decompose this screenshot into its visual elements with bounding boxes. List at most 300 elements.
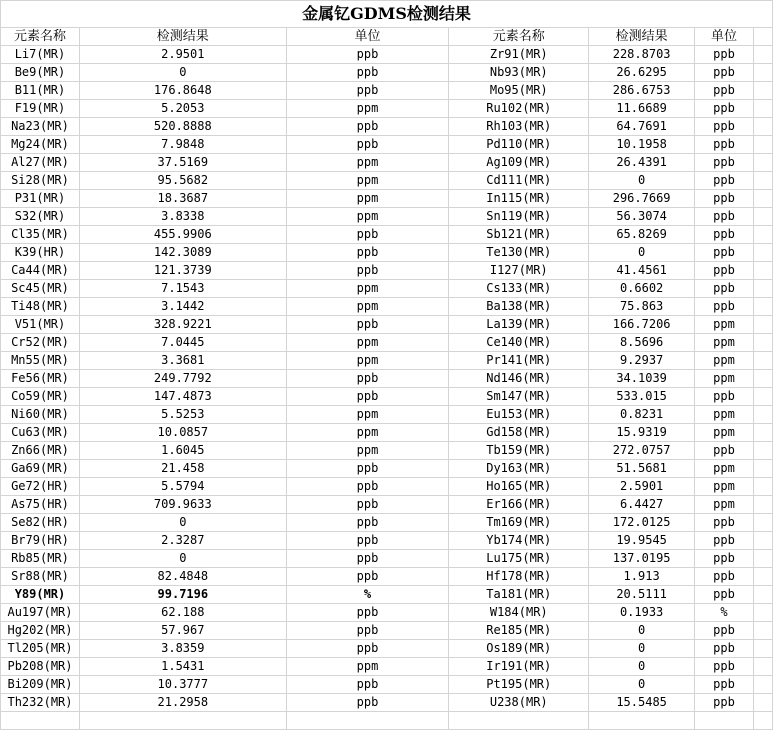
- empty-cell: [753, 658, 772, 676]
- cell-unit-right: ppb: [695, 226, 754, 244]
- cell-unit-left: ppb: [286, 604, 449, 622]
- cell-element-right: Tm169(MR): [449, 514, 589, 532]
- cell-element-right: Pr141(MR): [449, 352, 589, 370]
- cell-result-left: 57.967: [79, 622, 286, 640]
- cell-unit-right: %: [695, 604, 754, 622]
- cell-element-right: Mo95(MR): [449, 82, 589, 100]
- cell-element-left: Ti48(MR): [1, 298, 80, 316]
- cell-element-right: Ba138(MR): [449, 298, 589, 316]
- cell-element-left: P31(MR): [1, 190, 80, 208]
- empty-cell: [753, 514, 772, 532]
- cell-unit-left: ppb: [286, 118, 449, 136]
- empty-cell: [753, 172, 772, 190]
- cell-result-left: 249.7792: [79, 370, 286, 388]
- table-row: [1, 640, 773, 658]
- cell-element-left: Al27(MR): [1, 154, 80, 172]
- cell-result-right: 41.4561: [589, 262, 695, 280]
- header-result-right: 检测结果: [589, 28, 695, 46]
- cell-result-left: 0: [79, 64, 286, 82]
- cell-element-left: Tl205(MR): [1, 640, 80, 658]
- empty-cell: [753, 46, 772, 64]
- empty-cell: [753, 604, 772, 622]
- cell-element-left: Mg24(MR): [1, 136, 80, 154]
- cell-unit-left: ppb: [286, 496, 449, 514]
- cell-unit-left: ppb: [286, 64, 449, 82]
- cell-element-right: Os189(MR): [449, 640, 589, 658]
- cell-element-left: Br79(HR): [1, 532, 80, 550]
- table-row: [1, 406, 773, 424]
- cell-unit-right: ppb: [695, 676, 754, 694]
- cell-unit-left: ppm: [286, 298, 449, 316]
- cell-result-left: 121.3739: [79, 262, 286, 280]
- cell-element-right: Re185(MR): [449, 622, 589, 640]
- cell-element-left: F19(MR): [1, 100, 80, 118]
- table-row: [1, 154, 773, 172]
- table-row: [1, 262, 773, 280]
- cell-result-right: 15.9319: [589, 424, 695, 442]
- cell-unit-right: ppb: [695, 298, 754, 316]
- header-unit-right: 单位: [695, 28, 754, 46]
- cell-unit-left: ppb: [286, 514, 449, 532]
- cell-unit-right: ppb: [695, 100, 754, 118]
- cell-result-left: 520.8888: [79, 118, 286, 136]
- cell-element-left: S32(MR): [1, 208, 80, 226]
- cell-result-right: 2.5901: [589, 478, 695, 496]
- empty-cell: [753, 136, 772, 154]
- cell-unit-left: ppb: [286, 262, 449, 280]
- cell-result-right: 1.913: [589, 568, 695, 586]
- cell-result-left: 3.8338: [79, 208, 286, 226]
- cell-unit-right: ppb: [695, 514, 754, 532]
- cell-result-left: 37.5169: [79, 154, 286, 172]
- cell-element-right: Cs133(MR): [449, 280, 589, 298]
- cell-unit-right: ppm: [695, 316, 754, 334]
- cell-unit-right: ppb: [695, 262, 754, 280]
- empty-cell: [753, 298, 772, 316]
- cell-element-left: Se82(HR): [1, 514, 80, 532]
- empty-row: [1, 712, 773, 730]
- cell-element-left: Co59(MR): [1, 388, 80, 406]
- cell-element-right: Cd111(MR): [449, 172, 589, 190]
- empty-cell: [753, 568, 772, 586]
- empty-cell: [753, 640, 772, 658]
- cell-unit-left: ppb: [286, 82, 449, 100]
- cell-element-left: Ni60(MR): [1, 406, 80, 424]
- cell-result-right: 10.1958: [589, 136, 695, 154]
- cell-unit-left: ppm: [286, 658, 449, 676]
- cell-unit-left: ppb: [286, 370, 449, 388]
- empty-cell: [1, 712, 80, 730]
- cell-result-right: 228.8703: [589, 46, 695, 64]
- cell-result-right: 0.6602: [589, 280, 695, 298]
- cell-result-left: 1.5431: [79, 658, 286, 676]
- table-row: [1, 334, 773, 352]
- cell-element-left: Hg202(MR): [1, 622, 80, 640]
- cell-result-right: 8.5696: [589, 334, 695, 352]
- cell-result-left: 328.9221: [79, 316, 286, 334]
- cell-result-right: 56.3074: [589, 208, 695, 226]
- cell-unit-left: ppm: [286, 424, 449, 442]
- empty-cell: [753, 442, 772, 460]
- cell-result-right: 0: [589, 640, 695, 658]
- cell-result-right: 51.5681: [589, 460, 695, 478]
- empty-cell: [753, 478, 772, 496]
- cell-unit-left: ppm: [286, 100, 449, 118]
- empty-cell: [79, 712, 286, 730]
- cell-element-right: Hf178(MR): [449, 568, 589, 586]
- cell-unit-right: ppb: [695, 280, 754, 298]
- table-row: [1, 172, 773, 190]
- cell-result-right: 272.0757: [589, 442, 695, 460]
- cell-element-left: As75(HR): [1, 496, 80, 514]
- cell-element-left: Ga69(MR): [1, 460, 80, 478]
- table-row: [1, 118, 773, 136]
- table-row: [1, 550, 773, 568]
- cell-result-right: 26.6295: [589, 64, 695, 82]
- cell-unit-left: ppm: [286, 406, 449, 424]
- table-row: [1, 658, 773, 676]
- cell-unit-right: ppm: [695, 406, 754, 424]
- cell-element-right: Sm147(MR): [449, 388, 589, 406]
- cell-unit-right: ppb: [695, 586, 754, 604]
- empty-cell: [753, 64, 772, 82]
- cell-unit-right: ppb: [695, 46, 754, 64]
- cell-element-right: Yb174(MR): [449, 532, 589, 550]
- cell-element-left: Ge72(HR): [1, 478, 80, 496]
- title-row: [1, 1, 773, 28]
- empty-cell: [753, 118, 772, 136]
- empty-cell: [753, 712, 772, 730]
- cell-unit-right: ppb: [695, 442, 754, 460]
- cell-unit-left: ppm: [286, 154, 449, 172]
- empty-cell: [753, 28, 772, 46]
- cell-element-right: Eu153(MR): [449, 406, 589, 424]
- cell-unit-left: ppb: [286, 388, 449, 406]
- cell-element-left: Au197(MR): [1, 604, 80, 622]
- empty-cell: [753, 460, 772, 478]
- header-unit-left: 单位: [286, 28, 449, 46]
- cell-unit-left: ppm: [286, 172, 449, 190]
- empty-cell: [753, 676, 772, 694]
- cell-element-right: Dy163(MR): [449, 460, 589, 478]
- cell-result-right: 26.4391: [589, 154, 695, 172]
- table-row: [1, 46, 773, 64]
- cell-element-right: Zr91(MR): [449, 46, 589, 64]
- cell-element-right: Sb121(MR): [449, 226, 589, 244]
- table-row: [1, 244, 773, 262]
- table-row: [1, 568, 773, 586]
- table-row: [1, 280, 773, 298]
- table-row: [1, 694, 773, 712]
- cell-result-left: 5.5253: [79, 406, 286, 424]
- cell-result-left: 176.8648: [79, 82, 286, 100]
- cell-unit-left: ppb: [286, 676, 449, 694]
- cell-unit-right: ppb: [695, 190, 754, 208]
- cell-element-left: Mn55(MR): [1, 352, 80, 370]
- cell-result-left: 5.2053: [79, 100, 286, 118]
- cell-result-right: 0: [589, 244, 695, 262]
- cell-result-right: 286.6753: [589, 82, 695, 100]
- empty-cell: [753, 370, 772, 388]
- table-row: [1, 64, 773, 82]
- cell-element-left: Na23(MR): [1, 118, 80, 136]
- cell-unit-right: ppb: [695, 208, 754, 226]
- cell-result-left: 62.188: [79, 604, 286, 622]
- empty-cell: [753, 100, 772, 118]
- cell-result-left: 709.9633: [79, 496, 286, 514]
- cell-result-right: 15.5485: [589, 694, 695, 712]
- table-row: [1, 298, 773, 316]
- cell-element-left: Bi209(MR): [1, 676, 80, 694]
- table-row: [1, 604, 773, 622]
- table-row: [1, 460, 773, 478]
- cell-unit-left: ppm: [286, 208, 449, 226]
- cell-element-left: Zn66(MR): [1, 442, 80, 460]
- sheet-title: 金属钇GDMS检测结果: [1, 1, 773, 28]
- cell-element-right: Ce140(MR): [449, 334, 589, 352]
- empty-cell: [753, 190, 772, 208]
- empty-cell: [753, 208, 772, 226]
- empty-cell: [589, 712, 695, 730]
- cell-unit-right: ppb: [695, 568, 754, 586]
- cell-unit-left: ppb: [286, 550, 449, 568]
- cell-element-right: Te130(MR): [449, 244, 589, 262]
- empty-cell: [753, 334, 772, 352]
- cell-unit-right: ppb: [695, 136, 754, 154]
- table-row: [1, 442, 773, 460]
- cell-unit-right: ppb: [695, 550, 754, 568]
- table-row: [1, 424, 773, 442]
- table-row: [1, 190, 773, 208]
- cell-result-left: 147.4873: [79, 388, 286, 406]
- cell-result-right: 64.7691: [589, 118, 695, 136]
- cell-unit-left: ppm: [286, 442, 449, 460]
- cell-result-right: 11.6689: [589, 100, 695, 118]
- header-element-right: 元素名称: [449, 28, 589, 46]
- cell-unit-left: ppb: [286, 694, 449, 712]
- empty-cell: [753, 262, 772, 280]
- cell-unit-left: ppb: [286, 640, 449, 658]
- cell-element-left: Cu63(MR): [1, 424, 80, 442]
- cell-element-right: I127(MR): [449, 262, 589, 280]
- cell-unit-left: ppb: [286, 622, 449, 640]
- cell-result-left: 18.3687: [79, 190, 286, 208]
- cell-result-left: 3.3681: [79, 352, 286, 370]
- cell-element-right: Pt195(MR): [449, 676, 589, 694]
- cell-result-left: 10.0857: [79, 424, 286, 442]
- cell-result-right: 0: [589, 622, 695, 640]
- cell-unit-right: ppb: [695, 658, 754, 676]
- cell-unit-right: ppb: [695, 244, 754, 262]
- cell-result-left: 0: [79, 514, 286, 532]
- cell-result-left: 10.3777: [79, 676, 286, 694]
- cell-element-right: Pd110(MR): [449, 136, 589, 154]
- cell-element-left: Ca44(MR): [1, 262, 80, 280]
- cell-element-left: Sr88(MR): [1, 568, 80, 586]
- cell-element-left: Li7(MR): [1, 46, 80, 64]
- cell-unit-right: ppb: [695, 172, 754, 190]
- cell-result-left: 99.7196: [79, 586, 286, 604]
- cell-result-right: 6.4427: [589, 496, 695, 514]
- cell-result-left: 1.6045: [79, 442, 286, 460]
- cell-result-right: 533.015: [589, 388, 695, 406]
- cell-element-right: U238(MR): [449, 694, 589, 712]
- cell-unit-right: ppb: [695, 694, 754, 712]
- empty-cell: [753, 622, 772, 640]
- cell-result-right: 0.1933: [589, 604, 695, 622]
- cell-element-right: Ru102(MR): [449, 100, 589, 118]
- cell-element-right: Ag109(MR): [449, 154, 589, 172]
- cell-result-left: 3.8359: [79, 640, 286, 658]
- cell-element-left: Cr52(MR): [1, 334, 80, 352]
- table-row: [1, 316, 773, 334]
- empty-cell: [449, 712, 589, 730]
- cell-unit-right: ppb: [695, 82, 754, 100]
- cell-unit-right: ppm: [695, 496, 754, 514]
- empty-cell: [753, 694, 772, 712]
- cell-result-left: 82.4848: [79, 568, 286, 586]
- empty-cell: [753, 352, 772, 370]
- cell-element-left: Si28(MR): [1, 172, 80, 190]
- cell-result-right: 172.0125: [589, 514, 695, 532]
- cell-result-left: 5.5794: [79, 478, 286, 496]
- cell-unit-right: ppm: [695, 370, 754, 388]
- cell-unit-left: ppm: [286, 334, 449, 352]
- cell-unit-left: ppb: [286, 226, 449, 244]
- empty-cell: [753, 586, 772, 604]
- cell-element-right: Tb159(MR): [449, 442, 589, 460]
- cell-unit-left: ppb: [286, 460, 449, 478]
- table-row: [1, 208, 773, 226]
- empty-cell: [753, 406, 772, 424]
- cell-result-right: 137.0195: [589, 550, 695, 568]
- cell-element-right: Rh103(MR): [449, 118, 589, 136]
- cell-result-left: 21.2958: [79, 694, 286, 712]
- empty-cell: [753, 388, 772, 406]
- cell-result-right: 75.863: [589, 298, 695, 316]
- cell-unit-right: ppb: [695, 640, 754, 658]
- cell-element-left: Fe56(MR): [1, 370, 80, 388]
- table-row: [1, 352, 773, 370]
- cell-unit-right: ppb: [695, 622, 754, 640]
- cell-unit-right: ppb: [695, 118, 754, 136]
- cell-result-right: 0: [589, 676, 695, 694]
- empty-cell: [753, 244, 772, 262]
- empty-cell: [753, 82, 772, 100]
- cell-element-right: Nd146(MR): [449, 370, 589, 388]
- table-row: [1, 100, 773, 118]
- empty-cell: [695, 712, 754, 730]
- cell-unit-left: ppb: [286, 478, 449, 496]
- cell-result-right: 19.9545: [589, 532, 695, 550]
- table-row: [1, 586, 773, 604]
- cell-element-right: Sn119(MR): [449, 208, 589, 226]
- cell-result-left: 7.1543: [79, 280, 286, 298]
- cell-element-right: W184(MR): [449, 604, 589, 622]
- cell-result-right: 65.8269: [589, 226, 695, 244]
- cell-element-right: Lu175(MR): [449, 550, 589, 568]
- cell-unit-left: ppb: [286, 136, 449, 154]
- cell-element-right: Er166(MR): [449, 496, 589, 514]
- header-result-left: 检测结果: [79, 28, 286, 46]
- cell-unit-left: ppm: [286, 352, 449, 370]
- cell-unit-right: ppm: [695, 424, 754, 442]
- cell-unit-right: ppb: [695, 154, 754, 172]
- cell-result-right: 20.5111: [589, 586, 695, 604]
- cell-unit-left: ppb: [286, 46, 449, 64]
- header-row: [1, 28, 773, 46]
- cell-unit-right: ppm: [695, 460, 754, 478]
- cell-element-left: Th232(MR): [1, 694, 80, 712]
- cell-unit-right: ppm: [695, 478, 754, 496]
- cell-result-right: 296.7669: [589, 190, 695, 208]
- header-element-left: 元素名称: [1, 28, 80, 46]
- empty-cell: [753, 154, 772, 172]
- cell-element-right: Ho165(MR): [449, 478, 589, 496]
- cell-element-left: Rb85(MR): [1, 550, 80, 568]
- cell-element-left: Pb208(MR): [1, 658, 80, 676]
- cell-result-right: 166.7206: [589, 316, 695, 334]
- cell-element-left: Sc45(MR): [1, 280, 80, 298]
- cell-result-left: 0: [79, 550, 286, 568]
- cell-unit-left: ppm: [286, 190, 449, 208]
- cell-element-left: K39(HR): [1, 244, 80, 262]
- cell-result-left: 142.3089: [79, 244, 286, 262]
- table-row: [1, 496, 773, 514]
- table-row: [1, 136, 773, 154]
- empty-cell: [753, 226, 772, 244]
- cell-element-left: B11(MR): [1, 82, 80, 100]
- table-row: [1, 676, 773, 694]
- cell-unit-left: ppm: [286, 280, 449, 298]
- empty-cell: [286, 712, 449, 730]
- cell-unit-left: ppb: [286, 532, 449, 550]
- cell-element-right: Gd158(MR): [449, 424, 589, 442]
- cell-result-left: 7.0445: [79, 334, 286, 352]
- cell-unit-left: %: [286, 586, 449, 604]
- table-row: [1, 478, 773, 496]
- cell-unit-left: ppb: [286, 244, 449, 262]
- cell-result-right: 0.8231: [589, 406, 695, 424]
- table-row: [1, 388, 773, 406]
- cell-element-right: La139(MR): [449, 316, 589, 334]
- cell-unit-right: ppb: [695, 532, 754, 550]
- empty-cell: [753, 532, 772, 550]
- cell-element-left: Y89(MR): [1, 586, 80, 604]
- cell-result-left: 7.9848: [79, 136, 286, 154]
- cell-unit-right: ppb: [695, 64, 754, 82]
- cell-result-right: 34.1039: [589, 370, 695, 388]
- cell-unit-right: ppm: [695, 352, 754, 370]
- table-row: [1, 532, 773, 550]
- cell-result-left: 21.458: [79, 460, 286, 478]
- cell-unit-right: ppm: [695, 334, 754, 352]
- empty-cell: [753, 496, 772, 514]
- cell-result-left: 2.3287: [79, 532, 286, 550]
- empty-cell: [753, 280, 772, 298]
- cell-result-left: 455.9906: [79, 226, 286, 244]
- cell-unit-left: ppb: [286, 316, 449, 334]
- table-row: [1, 226, 773, 244]
- cell-element-left: Be9(MR): [1, 64, 80, 82]
- empty-cell: [753, 424, 772, 442]
- cell-element-left: Cl35(MR): [1, 226, 80, 244]
- cell-element-right: Nb93(MR): [449, 64, 589, 82]
- cell-unit-left: ppb: [286, 568, 449, 586]
- empty-cell: [753, 316, 772, 334]
- cell-element-right: In115(MR): [449, 190, 589, 208]
- cell-result-left: 95.5682: [79, 172, 286, 190]
